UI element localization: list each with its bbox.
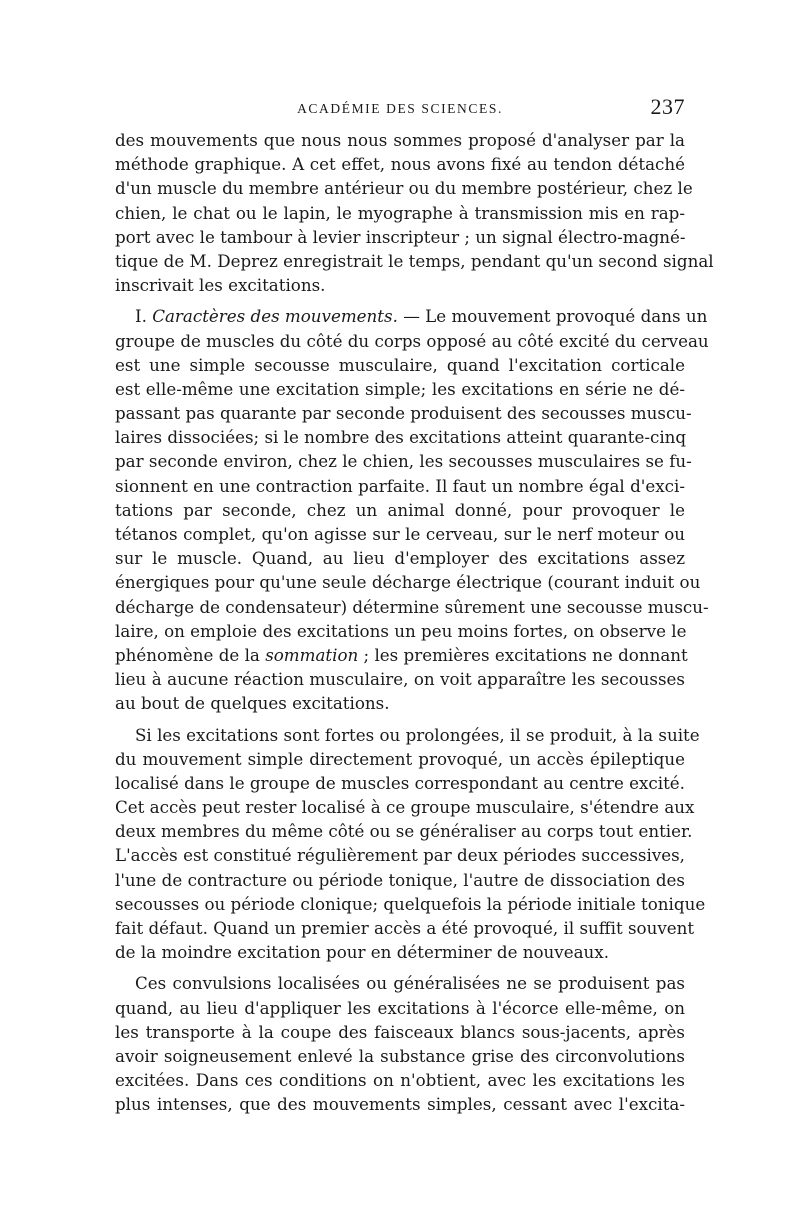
text-line: fait défaut. Quand un premier accès a été provoqué, il suffit souvent [115,918,695,938]
text-line: localisé dans le groupe de muscles correspondant au centre excité. [115,772,685,793]
text-line: Ces convulsions localisées ou généralisées ne se produisent pas [135,973,685,994]
text-line: groupe de muscles du côté du corps opposé au côté excité du cerveau [115,330,709,351]
text-line: chien, le chat ou le lapin, le myographe à transmission mis en rap- [115,202,685,223]
text-line: est une simple secousse musculaire, quand l'excitation corticale [115,354,685,375]
text-line: Cet accès peut rester localisé à ce groupe musculaire, s'étendre aux [115,797,695,818]
text-line: lieu à aucune réaction musculaire, on voit apparaître les secousses [115,669,685,690]
sommation-after: ; les premières excitations ne donnant [358,644,688,665]
text-line: par seconde environ, chez le chien, les secousses musculaires se fu- [115,451,692,472]
running-title: ACADÉMIE DES SCIENCES. [297,101,503,116]
text-line: L'accès est constitué régulièrement par deux périodes successives, [115,845,685,866]
paragraph-4 [115,971,685,1116]
text-line: sur le muscle. Quand, au lieu d'employer des excitations assez [115,548,685,569]
text-line: sionnent en une contraction parfaite. Il faut un nombre égal d'exci- [115,475,685,496]
text-line: tations par seconde, chez un animal donné, pour provoquer le [115,499,685,520]
text-line: méthode graphique. A cet effet, nous avons fixé au tendon détaché [115,154,685,175]
text-line: inscrivait les excitations. [115,275,326,296]
section-title: Caractères des mouvements. [152,306,398,327]
sommation-line [115,643,688,667]
text-line: de la moindre excitation pour en déterminer de nouveaux. [115,942,610,963]
text-line: quand, au lieu d'appliquer les excitations à l'écorce elle-même, on [115,997,685,1018]
body-text [115,128,714,1117]
paragraph-1 [115,128,714,297]
text-line: laire, on emploie des excitations un peu moins fortes, on observe le [115,620,687,641]
sommation-term: sommation [265,644,359,665]
text-line: énergiques pour qu'une seule décharge électrique (courant induit ou [115,572,701,593]
text-line: passant pas quarante par seconde produisent des secousses muscu- [115,403,692,424]
text-line: du mouvement simple directement provoqué, un accès épileptique [115,748,685,769]
text-line: tétanos complet, qu'on agisse sur le cerveau, sur le nerf moteur ou [115,524,685,544]
section-heading-rest: — Le mouvement provoqué dans un [397,306,708,327]
text-line: les transporte à la coupe des faisceaux blancs sous-jacents, après [115,1021,685,1042]
text-line: tique de M. Deprez enregistrait le temps, pendant qu'un second signal [115,250,714,271]
text-line: est elle-même une excitation simple; les excitations en série ne dé- [115,378,685,399]
running-head [115,96,685,122]
text-line: décharge de condensateur) détermine sûrement une secousse muscu- [115,596,709,617]
page-number: 237 [650,94,685,119]
text-line: l'une de contracture ou période tonique, l'autre de dissociation des [115,869,685,890]
text-line: plus intenses, que des mouvements simples, cessant avec l'excita- [115,1094,685,1115]
text-line: au bout de quelques excitations. [115,693,390,714]
section-number: I. [135,306,147,327]
text-line: avoir soigneusement enlevé la substance grise des circonvolutions [115,1045,685,1066]
text-line: deux membres du même côté ou se généraliser au corps tout entier. [115,821,693,842]
paragraph-section-1 [115,304,709,715]
text-line: excitées. Dans ces conditions on n'obtient, avec les excitations les [115,1070,685,1091]
text-line: d'un muscle du membre antérieur ou du membre postérieur, chez le [115,178,693,199]
section-heading-line [115,304,708,328]
sommation-before: phénomène de la [115,644,266,665]
text-line: port avec le tambour à levier inscripteur ; un signal électro-magné- [115,226,686,247]
paragraph-3 [115,723,706,965]
text-line: des mouvements que nous nous sommes proposé d'analyser par la [115,130,685,150]
text-line: secousses ou période clonique; quelquefois la période initiale tonique [115,893,706,914]
text-line: Si les excitations sont fortes ou prolongées, il se produit, à la suite [135,724,700,745]
text-line: laires dissociées; si le nombre des excitations atteint quarante-cinq [115,427,687,448]
